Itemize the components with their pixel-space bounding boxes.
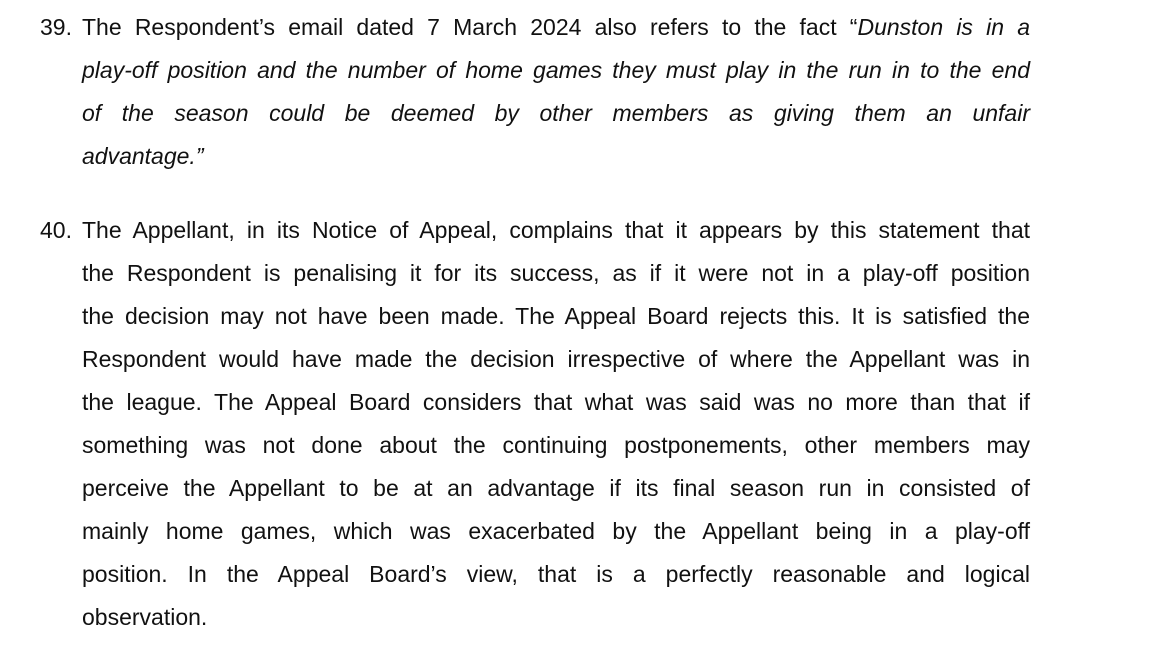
paragraph-line: Respondent would have made the decision irrespective of where the Appellant was in [82,346,1030,372]
paragraph-line: the Respondent is penalising it for its success, as if it were not in a play-off position [82,260,1030,286]
paragraph-39 [40,6,1030,178]
paragraph-line: the league. The Appeal Board considers that what was said was no more than that if [82,389,1030,415]
paragraph-body [82,209,1030,639]
paragraph-line: mainly home games, which was exacerbated by the Appellant being in a play-off [82,518,1030,544]
quoted-line: advantage.” [82,143,204,169]
paragraph-body [82,6,1030,178]
quoted-line: of the season could be deemed by other members as giving them an unfair [82,100,1030,126]
paragraph-number: 40. [40,217,72,243]
paragraph-line: perceive the Appellant to be at an advantage if its final season run in consisted of [82,475,1030,501]
paragraph-line: position. In the Appeal Board’s view, that is a perfectly reasonable and logical [82,561,1030,587]
quoted-line: play-off position and the number of home games they must play in the run in to the end [82,57,1030,83]
paragraph-number: 39. [40,14,72,40]
paragraph-line: observation. [82,604,208,630]
line-text: The Respondent’s email dated 7 March 2024 also refers to the fact “ [82,14,858,40]
paragraph-line: The Appellant, in its Notice of Appeal, complains that it appears by this statement that [82,217,1030,243]
paragraph-line: the decision may not have been made. The Appeal Board rejects this. It is satisfied the [82,303,1030,329]
paragraph-line [82,6,1030,49]
quoted-text: Dunston is in a [857,14,1031,40]
paragraph-40 [40,209,1030,639]
paragraph-line: something was not done about the continuing postponements, other members may [82,432,1030,458]
